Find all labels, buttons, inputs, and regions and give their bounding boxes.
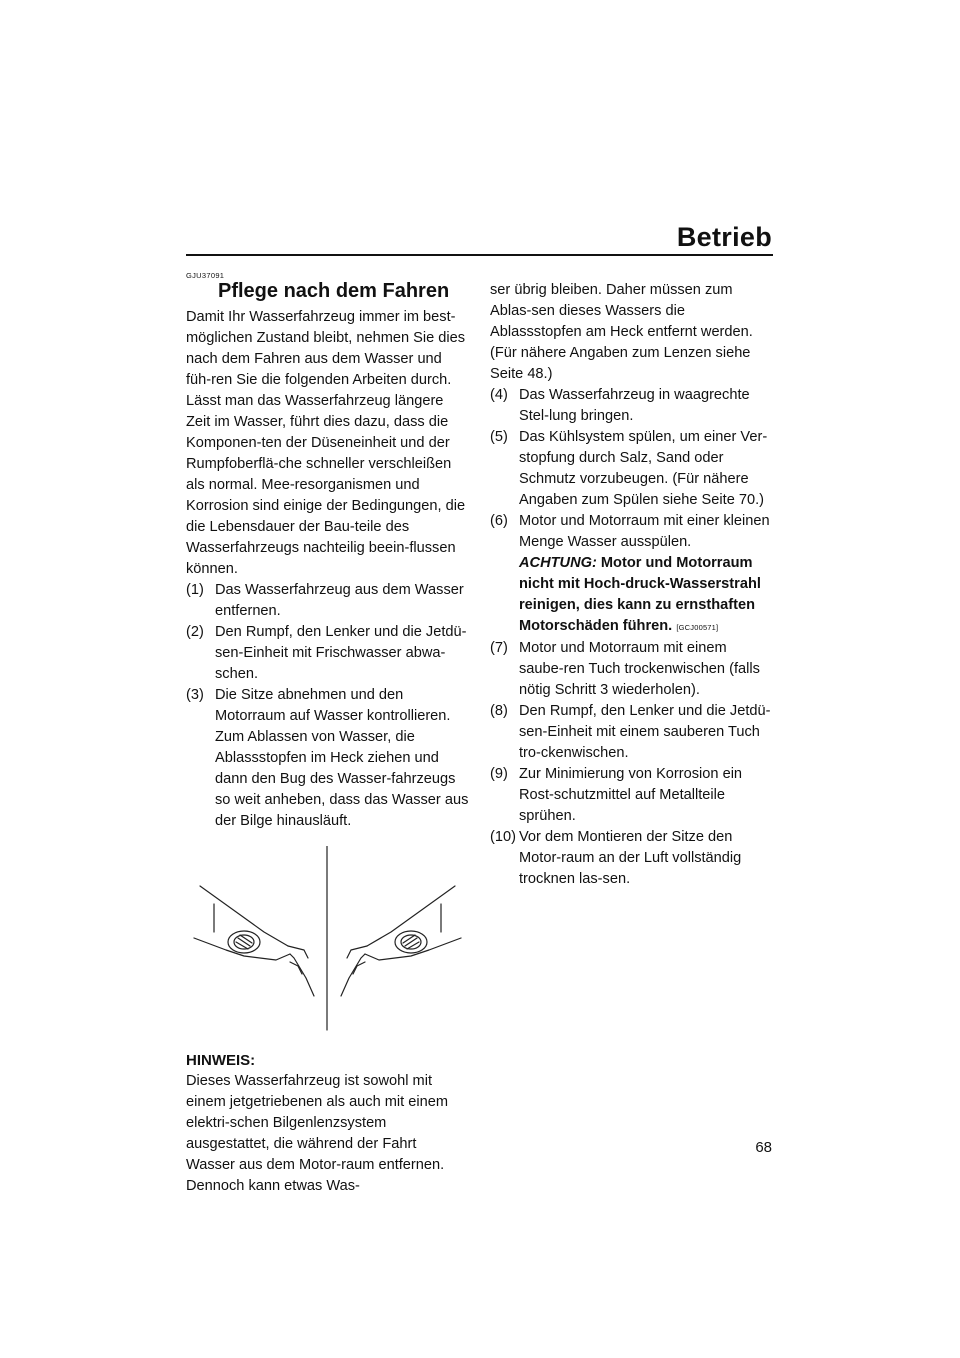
step-number: (10): [490, 829, 516, 845]
step-item: [186, 580, 469, 622]
step-item: [490, 764, 773, 827]
header-divider: [186, 254, 773, 256]
step-text: Das Kühlsystem spülen, um einer Ver-stopfung durch Salz, Sand oder Schmutz vorzubeugen. (Für nähere Angaben zum Spülen siehe Seite 70.): [519, 429, 768, 508]
step-text: Motor und Motorraum mit einem saube-ren Tuch trockenwischen (falls nötig Schritt 3 wiederholen).: [519, 640, 760, 698]
step-number: (5): [490, 429, 508, 445]
warning-text: Motor und Motorraum nicht mit Hoch-druck-Wasserstrahl reinigen, dies kann zu ernsthaften Motorschäden führen.: [519, 555, 761, 634]
step-number: (7): [490, 640, 508, 656]
step-item: [490, 385, 773, 427]
step-text: Das Wasserfahrzeug aus dem Wasser entfernen.: [215, 582, 464, 619]
step-item: [490, 511, 773, 638]
step-number: (4): [490, 387, 508, 403]
step-item: [186, 622, 469, 685]
note-heading: HINWEIS:: [186, 1052, 256, 1069]
right-column: [490, 280, 773, 890]
section-code: GJU37091: [186, 271, 225, 280]
step-text: Zur Minimierung von Korrosion ein Rost-schutzmittel auf Metallteile sprühen.: [519, 766, 743, 824]
page-header-title: Betrieb: [676, 222, 772, 252]
step-text: Den Rumpf, den Lenker und die Jetdü-sen-Einheit mit Frischwasser abwa-schen.: [215, 624, 467, 682]
warning-code: [GCJ00571]: [676, 623, 719, 632]
note-paragraph-right: ser übrig bleiben. Daher müssen zum Ablas-sen dieses Wassers die Ablassstopfen am Heck entfernt werden. (Für nähere Angaben zum Lenzen siehe Seite 48.): [490, 282, 753, 382]
step-text: Den Rumpf, den Lenker und die Jetdü-sen-Einheit mit einem sauberen Tuch tro-ckenwischen.: [519, 703, 771, 761]
step-text: Die Sitze abnehmen und den Motorraum auf Wasser kontrollieren. Zum Ablassen von Wasser, die Ablassstopfen im Heck ziehen und dann den Bug des Wasser-fahrzeugs so weit anheben, dass das Wasser aus der Bilge hinausläuft.: [215, 687, 469, 829]
drain-plug-illustration: [186, 846, 469, 1036]
left-column: [186, 272, 469, 1197]
steps-list-left: [186, 580, 469, 832]
drain-plug-drawing: [186, 846, 469, 1036]
warning-label: ACHTUNG:: [519, 555, 597, 571]
step-number: (6): [490, 513, 508, 529]
step-number: (8): [490, 703, 508, 719]
steps-list-right: [490, 385, 773, 890]
step-text-body: Motor und Motorraum mit einer kleinen Menge Wasser ausspülen.: [519, 513, 770, 550]
step-text: [519, 511, 773, 638]
step-text: Das Wasserfahrzeug in waagrechte Stel-lung bringen.: [519, 387, 750, 424]
step-number: (2): [186, 624, 204, 640]
step-text: Vor dem Montieren der Sitze den Motor-raum an der Luft vollständig trocknen las-sen.: [519, 829, 742, 887]
step-item: [490, 427, 773, 511]
note-paragraph-left: Dieses Wasserfahrzeug ist sowohl mit einem jetgetriebenen als auch mit einem elektri-schen Bilgenlenzsystem ausgestattet, die während der Fahrt Wasser aus dem Motor-raum entfernen. Dennoch kann etwas Was-: [186, 1073, 449, 1194]
page-number: 68: [755, 1139, 772, 1156]
step-item: [490, 638, 773, 701]
step-number: (9): [490, 766, 508, 782]
step-number: (1): [186, 582, 204, 598]
step-item: [490, 701, 773, 764]
step-item: [490, 827, 773, 890]
section-title: Pflege nach dem Fahren: [218, 280, 450, 302]
step-number: (3): [186, 687, 204, 703]
step-item: [186, 685, 469, 832]
intro-paragraph: Damit Ihr Wasserfahrzeug immer im best-möglichen Zustand bleibt, nehmen Sie dies nach dem Fahren aus dem Wasser und füh-ren Sie die folgenden Arbeiten durch. Lässt man das Wasserfahrzeug längere Zeit im Wasser, führt dies dazu, dass die Komponen-ten der Düseneinheit und der Rumpfoberflä-che schneller verschleißen als normal. Mee-resorganismen und Korrosion sind einige der Bedingungen, die die Lebensdauer der Bau-teile des Wasserfahrzeugs nachteilig beein-flussen können.: [186, 309, 466, 577]
